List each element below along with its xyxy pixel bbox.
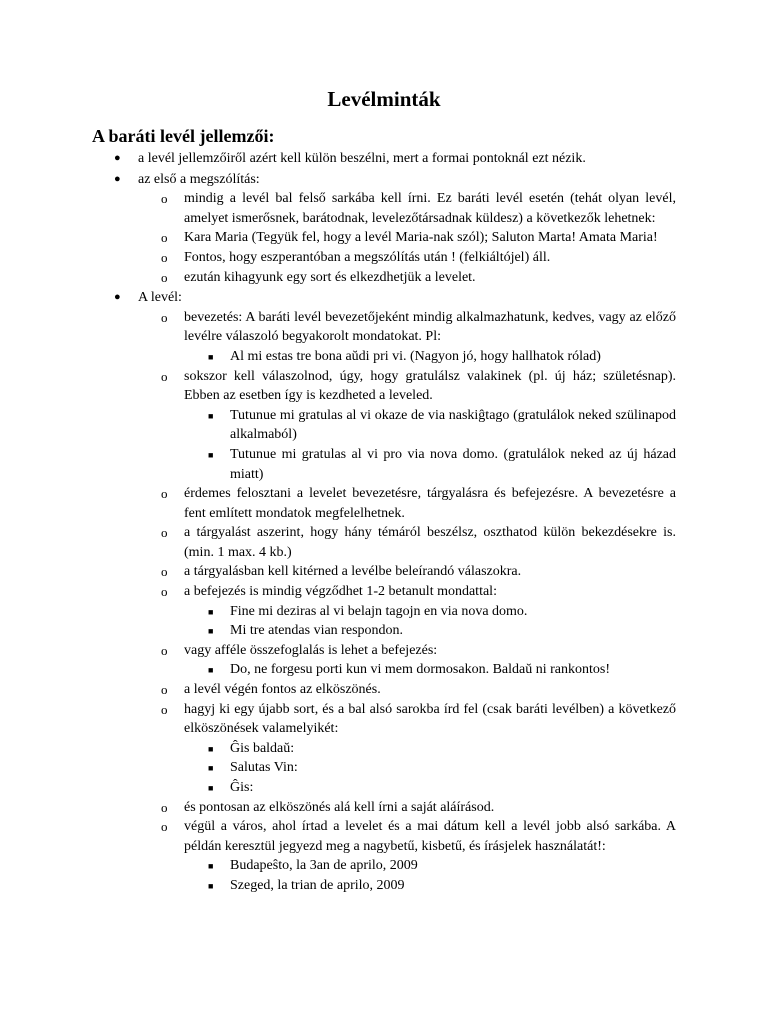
list-item-text: Kara Maria (Tegyük fel, hogy a levél Maria-nak szól); Saluton Marta! Amata Maria! [184, 230, 658, 246]
sub-list [138, 308, 676, 896]
list-item-text: Szeged, la trian de aprilo, 2009 [230, 877, 405, 893]
sub-list-item [161, 582, 676, 641]
example-list [184, 739, 676, 798]
bullet-marker-icon: ● [114, 291, 121, 304]
sub-list-item [161, 798, 676, 818]
sub-list-item [161, 817, 676, 895]
sub-list-item [161, 308, 676, 367]
bullet-marker-icon: o [161, 486, 168, 502]
list-item-text: Ĝis: [230, 780, 254, 795]
example-list [184, 660, 676, 680]
bullet-marker-icon: ■ [208, 626, 214, 637]
bullet-marker-icon: o [161, 191, 168, 207]
bullet-marker-icon: ■ [208, 743, 214, 754]
sub-list-item [161, 562, 676, 582]
list-item-text: vagy afféle összefoglalás is lehet a befejezés: [184, 642, 438, 658]
list-item-text: végül a város, ahol írtad a levelet és a mai dátum kell a levél jobb alsó sarkába. A példán keresztül jegyezd meg a nagybetű, kisbetű, és írásjelek használatát!: [184, 819, 676, 854]
sub-list-item [161, 680, 676, 700]
bullet-marker-icon: ■ [208, 783, 214, 793]
list-item [0, 288, 676, 895]
list-item-text: és pontosan az elköszönés alá kell írni a saját aláírásod. [184, 799, 495, 815]
bullet-marker-icon: ● [114, 172, 121, 185]
list-item-text: Tutunue mi gratulas al vi pro via nova domo. (gratulálok neked az új házad miatt) [230, 446, 676, 482]
example-item [208, 876, 676, 896]
bullet-marker-icon: o [161, 642, 168, 658]
sub-list-item [161, 523, 676, 562]
list-item [0, 170, 676, 288]
sub-list-item [161, 189, 676, 228]
example-item [208, 660, 676, 680]
list-item-text: A levél: [138, 290, 182, 306]
list-item-text: Fontos, hogy eszperantóban a megszólítás után ! (felkiáltójel) áll. [184, 249, 551, 265]
bullet-marker-icon: o [161, 269, 168, 285]
sub-list-item [161, 248, 676, 268]
example-item [208, 445, 676, 484]
bullet-marker-icon: ■ [208, 606, 214, 617]
example-item [208, 347, 676, 367]
bullet-marker-icon: ■ [208, 449, 214, 460]
bullet-marker-icon: ■ [208, 880, 214, 891]
list-item-text: Tutunue mi gratulas al vi okaze de via naskiĝtago (gratulálok neked szülinapod alkalmaból) [230, 407, 676, 443]
bullet-marker-icon: o [161, 525, 168, 541]
example-item [208, 778, 676, 798]
list-item-text: Mi tre atendas vian respondon. [230, 623, 404, 639]
example-list [184, 602, 676, 641]
list-item-text: Al mi estas tre bona aŭdi pri vi. (Nagyon jó, hogy hallhatok rólad) [230, 348, 601, 364]
example-list [184, 856, 676, 895]
list-item-text: sokszor kell válaszolnod, úgy, hogy gratulálsz valakinek (pl. új ház; születésnap). Ebben az esetben így is kezdheted a leveled. [184, 368, 676, 404]
list-item-text: Budapeŝto, la 3an de aprilo, 2009 [230, 858, 418, 874]
sub-list-item [161, 484, 676, 523]
list-item-text: Fine mi deziras al vi belajn tagojn en via nova domo. [230, 603, 528, 619]
page-title: Levélminták [327, 87, 441, 111]
bullet-marker-icon: o [161, 682, 168, 698]
bullet-marker-icon: ■ [208, 665, 214, 676]
bullet-marker-icon: ■ [208, 763, 214, 774]
list-item-text: Ĝis baldaŭ: [230, 740, 295, 756]
list-item [0, 149, 676, 169]
bullet-marker-icon: o [161, 564, 168, 580]
bullet-marker-icon: o [161, 701, 168, 717]
list-item-text: Salutas Vin: [230, 760, 298, 776]
example-item [208, 758, 676, 778]
section-heading: A baráti levél jellemzői: [92, 126, 275, 146]
list-item-text: a befejezés is mindig végződhet 1-2 betanult mondattal: [184, 584, 497, 600]
bullet-marker-icon: o [161, 584, 168, 600]
example-item [208, 621, 676, 641]
list-item-text: ezután kihagyunk egy sort és elkezdhetjük a levelet. [184, 269, 476, 285]
bullet-marker-icon: o [161, 230, 168, 246]
example-item [208, 856, 676, 876]
list-item-text: bevezetés: A baráti levél bevezetőjeként mindig alkalmazhatunk, kedves, vagy az előző levélre válaszoló begyakorolt mondatokat. Pl: [184, 309, 676, 345]
list-item-text: hagyj ki egy újabb sort, és a bal alsó sarokba írd fel (csak baráti levélben) a következő elköszönések valamelyikét: [184, 701, 676, 737]
sub-list-item [161, 367, 676, 485]
list-item-text: érdemes felosztani a levelet bevezetésre, tárgyalásra és befejezésre. A bevezetésre a fent említett mondatok megfelelhetnek. [184, 486, 676, 521]
bullet-marker-icon: ■ [208, 410, 214, 421]
sub-list-item [161, 268, 676, 288]
bullet-list [0, 149, 768, 897]
bullet-marker-icon: ● [114, 152, 121, 164]
list-item-text: a tárgyalásban kell kitérned a levélbe beleírandó válaszokra. [184, 564, 522, 580]
example-list [184, 347, 676, 367]
sub-list [138, 189, 676, 287]
sub-list-item [161, 641, 676, 680]
sub-list-item [161, 228, 676, 248]
example-item [208, 406, 676, 445]
bullet-marker-icon: o [161, 368, 168, 384]
list-item-text: Do, ne forgesu porti kun vi mem dormosakon. Baldaŭ ni rankontos! [230, 662, 611, 678]
bullet-marker-icon: o [161, 799, 168, 815]
example-item [208, 602, 676, 622]
list-item-text: a tárgyalást aszerint, hogy hány témáról beszélsz, oszthatod külön bekezdésekre is. (min. 1 max. 4 kb.) [184, 525, 676, 560]
bullet-marker-icon: ■ [208, 351, 214, 362]
bullet-marker-icon: o [161, 819, 168, 835]
list-item-text: a levél végén fontos az elköszönés. [184, 682, 381, 698]
list-item-text: a levél jellemzőiről azért kell külön beszélni, mert a formai pontoknál ezt nézik. [138, 151, 586, 166]
bullet-marker-icon: o [161, 309, 168, 325]
bullet-marker-icon: o [161, 249, 168, 265]
example-list [184, 406, 676, 484]
sub-list-item [161, 700, 676, 798]
list-item-text: az első a megszólítás: [138, 171, 260, 187]
example-item [208, 739, 676, 759]
list-item-text: mindig a levél bal felső sarkába kell írni. Ez baráti levél esetén (tehát olyan levél, amelyet ismerősnek, barátodnak, levelezőtársadnak küldesz) a következők lehetnek: [184, 191, 676, 226]
bullet-marker-icon: ■ [208, 861, 214, 872]
